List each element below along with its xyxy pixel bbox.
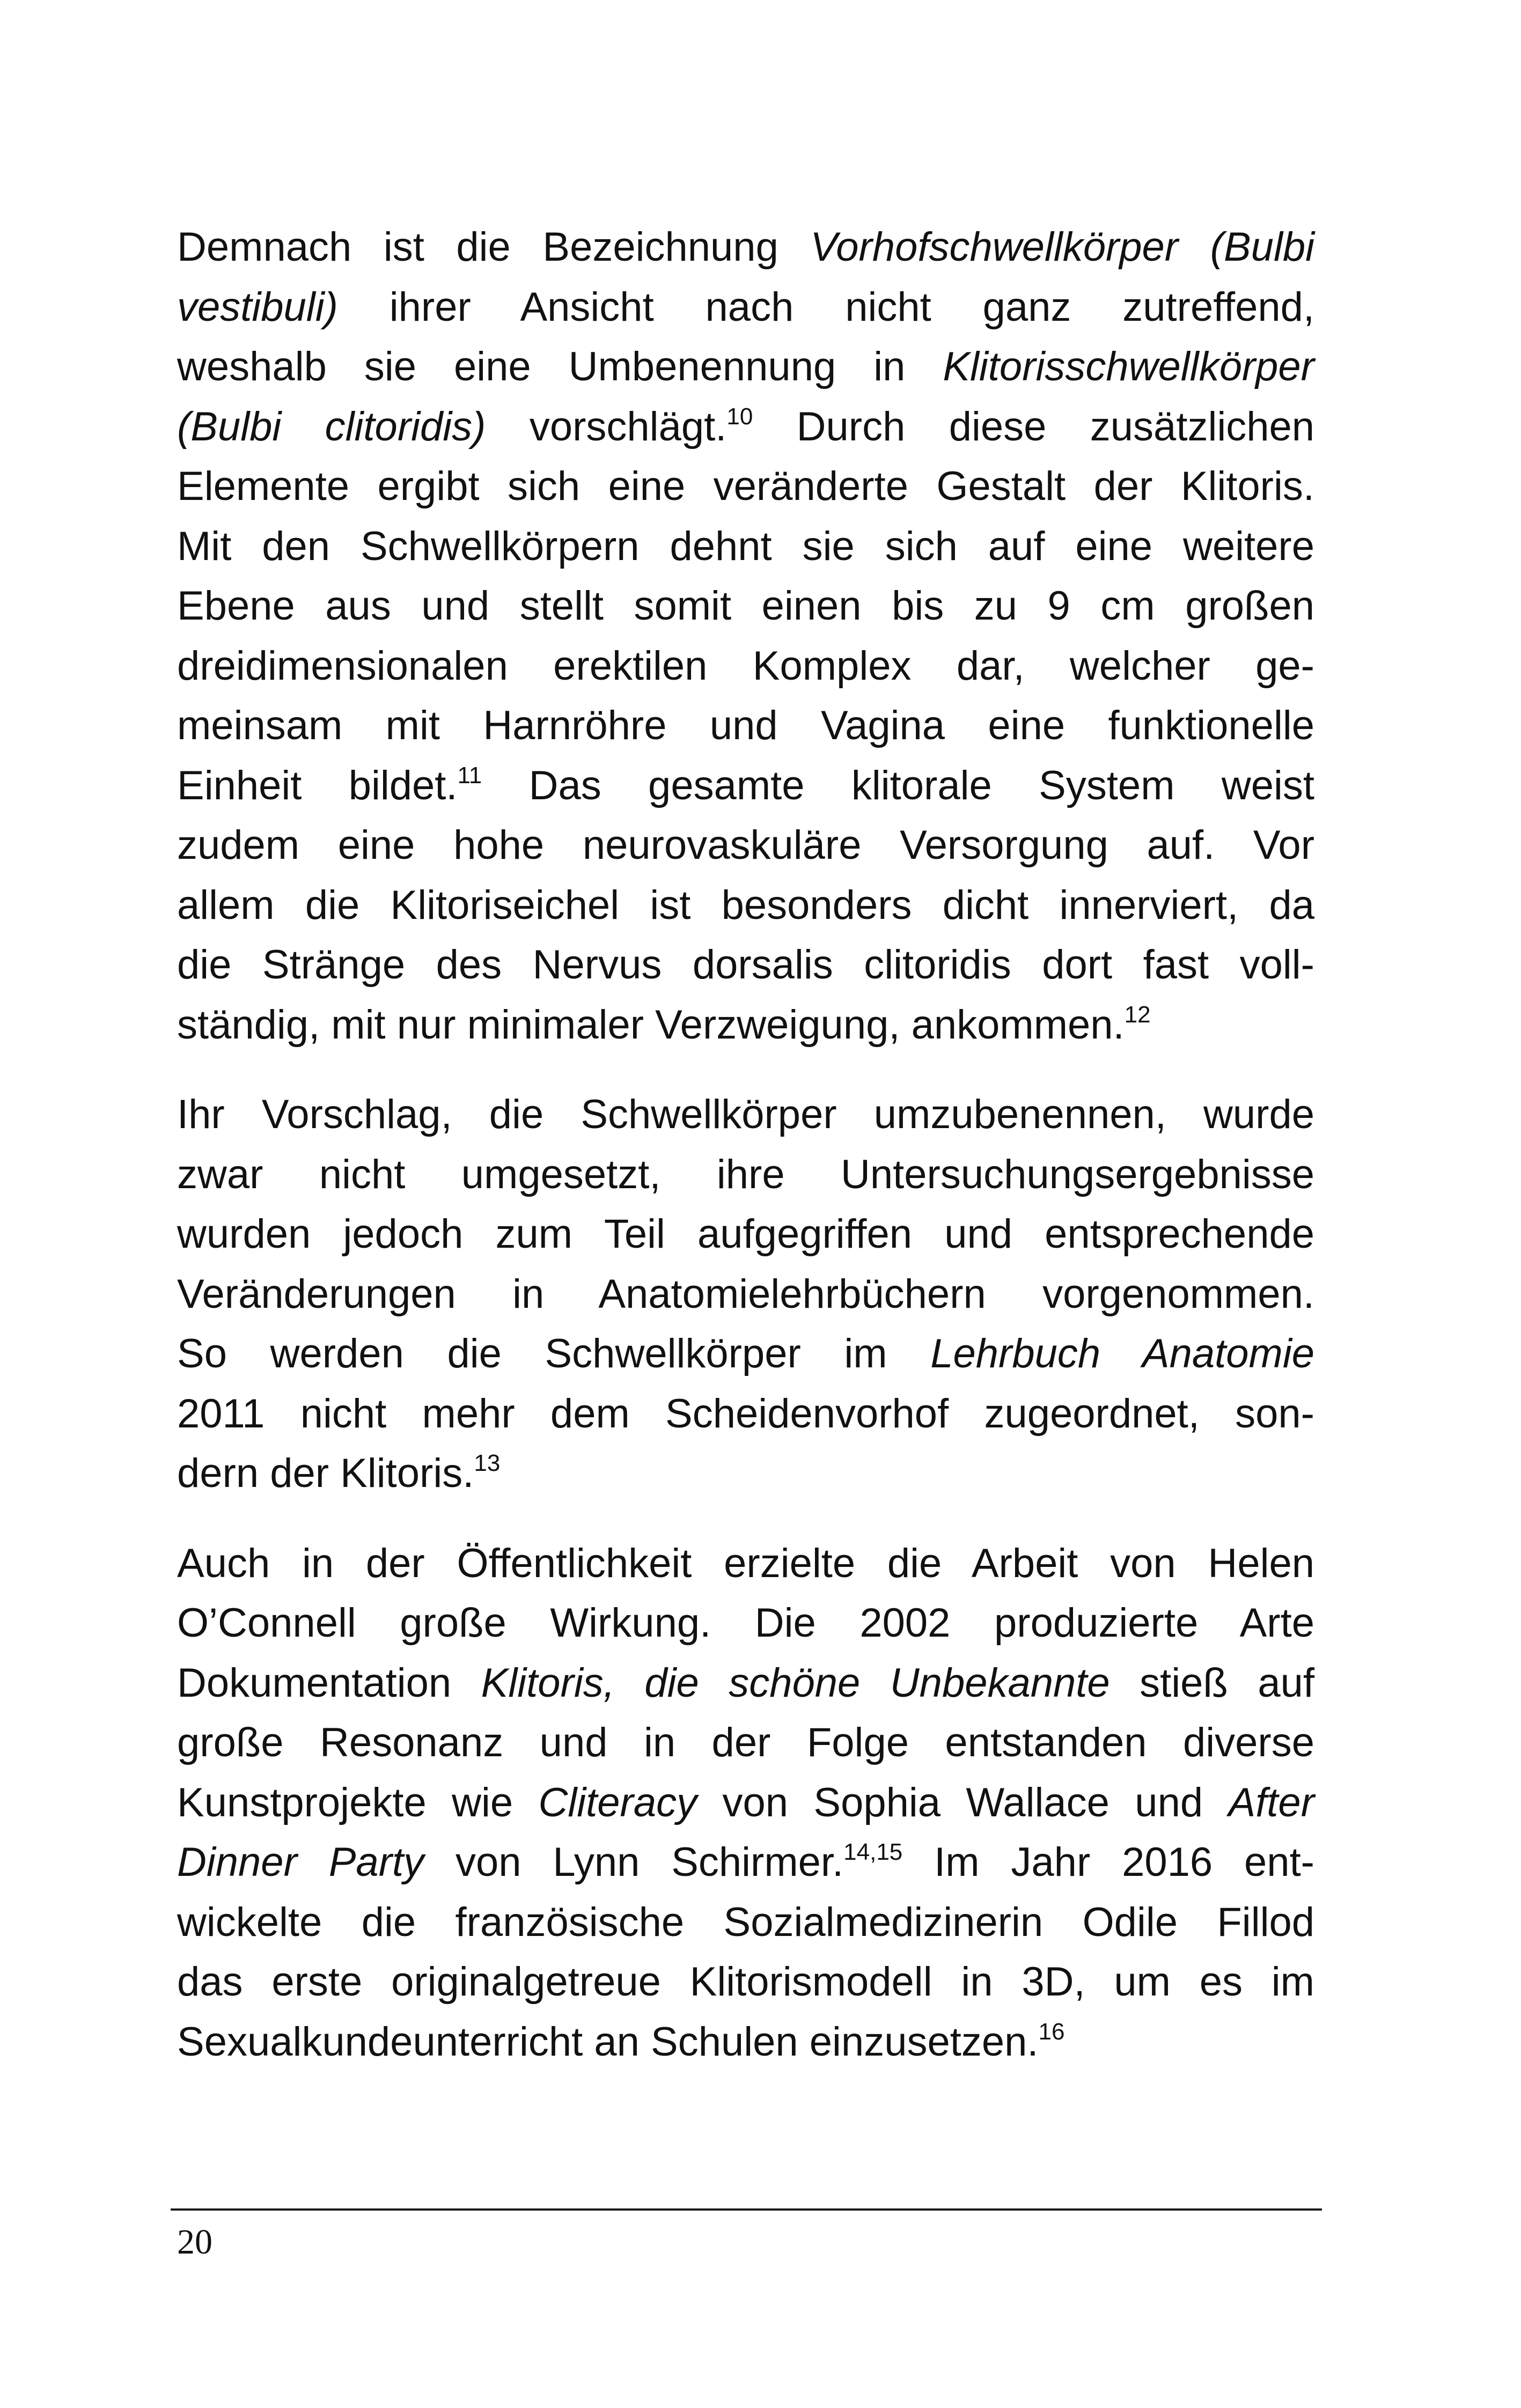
text-line (177, 636, 1314, 696)
paragraph (177, 1085, 1314, 1504)
text-line (177, 935, 1314, 995)
italic-title: Klitorisschwellkörper (943, 344, 1314, 389)
text-run: meinsam mit Harnröhre und Vagina eine funktionelle (177, 703, 1314, 748)
text-line (177, 1892, 1314, 1953)
text-run: Ebene aus und stellt somit einen bis zu 9 cm großen (177, 583, 1314, 629)
text-run: dern der Klitoris. (177, 1450, 474, 1496)
text-run: zwar nicht umgesetzt, ihre Untersuchungsergebnisse (177, 1151, 1314, 1197)
body-text (177, 217, 1314, 2072)
text-run: dreidimensionalen erektilen Komplex dar, welcher ge- (177, 643, 1314, 689)
text-line (177, 815, 1314, 875)
text-line (177, 337, 1314, 397)
text-line (177, 696, 1314, 756)
text-run: O’Connell große Wirkung. Die 2002 produzierte Arte (177, 1600, 1314, 1646)
text-line (177, 217, 1314, 277)
italic-title: Vorhofschwellkörper (Bulbi (810, 224, 1314, 270)
text-run: große Resonanz und in der Folge entstanden diverse (177, 1720, 1314, 1765)
italic-title: Klitoris, die schöne Unbekannte (481, 1660, 1110, 1706)
text-line (177, 995, 1314, 1055)
footnote-reference: 16 (1038, 2018, 1065, 2045)
text-run: Veränderungen in Anatomielehrbüchern vorgenommen. (177, 1271, 1314, 1317)
footnote-reference: 14,15 (843, 1839, 903, 1865)
text-run: zudem eine hohe neurovaskuläre Versorgung auf. Vor (177, 822, 1314, 868)
italic-title: After (1228, 1779, 1314, 1825)
text-run: weshalb sie eine Umbenennung in (177, 344, 943, 389)
text-run: vorschlägt. (486, 403, 727, 450)
page-number: 20 (177, 2222, 212, 2262)
text-run: Sexualkundeunterricht an Schulen einzusetzen. (177, 2019, 1039, 2065)
text-line (177, 1264, 1314, 1324)
text-run: stieß auf (1109, 1660, 1314, 1706)
footer-rule (171, 2208, 1322, 2211)
text-run: ihrer Ansicht nach nicht ganz zutreffend, (337, 284, 1314, 330)
text-run: allem die Klitoriseichel ist besonders dicht innerviert, da (177, 882, 1314, 928)
text-line (177, 1444, 1314, 1504)
text-line (177, 1324, 1314, 1384)
text-line (177, 1384, 1314, 1444)
text-line (177, 875, 1314, 936)
text-line (177, 1085, 1314, 1145)
footnote-reference: 10 (726, 403, 753, 430)
italic-title: Dinner Party (177, 1839, 424, 1885)
footnote-reference: 12 (1124, 1001, 1151, 1028)
footnote-reference: 13 (474, 1450, 501, 1476)
italic-title: Cliteracy (538, 1779, 697, 1825)
text-run: Das gesamte klitorale System weist (482, 762, 1315, 808)
text-line (177, 1145, 1314, 1205)
text-line (177, 756, 1314, 816)
text-run: 2011 nicht mehr dem Scheidenvorhof zugeordnet, son- (177, 1390, 1314, 1437)
text-line (177, 1593, 1314, 1653)
text-run: Einheit bildet. (177, 762, 458, 808)
text-line (177, 576, 1314, 636)
italic-title: (Bulbi clitoridis) (177, 403, 486, 450)
text-line (177, 1204, 1314, 1264)
text-line (177, 397, 1314, 457)
text-run: ständig, mit nur minimaler Verzweigung, ankommen. (177, 1002, 1125, 1048)
text-run: Durch diese zusätzlichen (753, 403, 1315, 450)
text-line (177, 1653, 1314, 1713)
text-run: Demnach ist die Bezeichnung (177, 224, 811, 270)
text-run: Auch in der Öffentlichkeit erzielte die Arbeit von Helen (177, 1540, 1314, 1586)
text-line (177, 277, 1314, 337)
italic-title: Lehrbuch Anatomie (930, 1331, 1314, 1376)
footnote-reference: 11 (457, 762, 482, 789)
text-run: Kunstprojekte wie (177, 1779, 539, 1825)
text-line (177, 1534, 1314, 1594)
paragraph (177, 217, 1314, 1055)
text-line (177, 1773, 1314, 1833)
text-run: wickelte die französische Sozialmedizinerin Odile Fillod (177, 1899, 1314, 1945)
text-run: Im Jahr 2016 ent- (902, 1839, 1314, 1885)
paragraph (177, 1534, 1314, 2072)
text-line (177, 2012, 1314, 2072)
italic-title: vestibuli) (177, 284, 338, 330)
text-line (177, 456, 1314, 517)
text-run: Dokumentation (177, 1660, 481, 1706)
text-run: das erste originalgetreue Klitorismodell in 3D, um es im (177, 1959, 1314, 2005)
text-line (177, 517, 1314, 577)
text-line (177, 1713, 1314, 1773)
text-run: die Stränge des Nervus dorsalis clitoridis dort fast voll- (177, 942, 1314, 988)
text-run: So werden die Schwellkörper im (177, 1331, 931, 1376)
text-run: von Sophia Wallace und (697, 1779, 1229, 1825)
text-line (177, 1832, 1314, 1892)
text-run: Elemente ergibt sich eine veränderte Gestalt der Klitoris. (177, 463, 1314, 509)
text-run: Mit den Schwellkörpern dehnt sie sich auf eine weitere (177, 523, 1314, 569)
text-run: wurden jedoch zum Teil aufgegriffen und entsprechende (177, 1211, 1314, 1257)
text-run: von Lynn Schirmer. (424, 1839, 844, 1885)
text-run: Ihr Vorschlag, die Schwellkörper umzubenennen, wurde (177, 1092, 1314, 1137)
text-line (177, 1952, 1314, 2012)
